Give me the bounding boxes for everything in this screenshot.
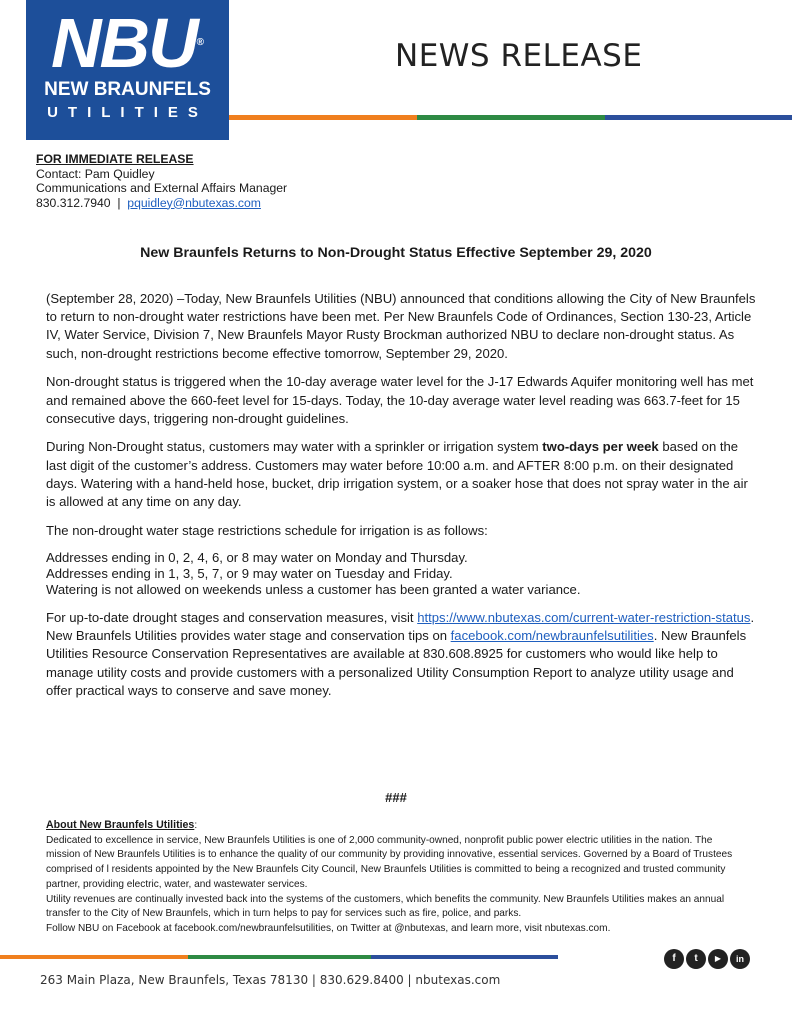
article-body: [46, 290, 756, 710]
page-title: NEWS RELEASE: [395, 38, 643, 74]
youtube-icon[interactable]: ▶: [708, 949, 728, 969]
contact-email-link[interactable]: pquidley@nbutexas.com: [127, 195, 261, 210]
about-heading: About New Braunfels Utilities: [46, 819, 195, 831]
schedule-item: Watering is not allowed on weekends unless a customer has been granted a water variance.: [46, 582, 581, 598]
contact-block: [36, 152, 287, 210]
schedule-list: [46, 550, 756, 598]
separator: |: [117, 195, 121, 210]
paragraph-4: The non-drought water stage restrictions schedule for irrigation is as follows:: [46, 522, 488, 538]
contact-phone-email: [36, 196, 287, 211]
header-stripe-green: [417, 115, 605, 120]
logo-name: NEW BRAUNFELS: [44, 79, 211, 100]
logo-mark: NBU®: [50, 4, 205, 82]
facebook-link[interactable]: facebook.com/newbraunfelsutilities: [450, 628, 654, 644]
end-marker: ###: [385, 790, 407, 805]
footer-address: 263 Main Plaza, New Braunfels, Texas 78130 | 830.629.8400 | nbutexas.com: [40, 973, 501, 987]
contact-role: Communications and External Affairs Manager: [36, 181, 288, 195]
nbu-logo: [26, 0, 229, 140]
header-stripe-orange: [229, 115, 417, 120]
about-colon: :: [194, 820, 198, 831]
footer-stripe-blue: [371, 955, 558, 959]
release-label: FOR IMMEDIATE RELEASE: [36, 152, 194, 166]
footer-stripe-green: [188, 955, 371, 959]
emphasis: two-days per week: [542, 439, 659, 455]
header-stripe-blue: [605, 115, 792, 120]
paragraph-2: Non-drought status is triggered when the 10-day average water level for the J-17 Edwards Aquifer monitoring well has met and remained above the 660-feet level for 15-days. Today, the 10-day average water level reading was 663.7-feet for 15 consecutive days, triggering non-drought guidelines.: [46, 374, 754, 426]
restriction-status-link[interactable]: https://www.nbutexas.com/current-water-restriction-status: [417, 609, 751, 625]
about-text-1: Dedicated to excellence in service, New Braunfels Utilities is one of 2,000 community-owned, nonprofit public power electric utilities in the nation. The mission of New Braunfels Utilities is to enhance the quality of our community by providing innovative, essential services. Governed by a Board of Trustees comprised of l residents appointed by the New Braunfels City Council, New Braunfels Utilities is committed to being a recognized and trusted community partner, providing electric, water, and wastewater services.: [46, 834, 733, 890]
twitter-icon[interactable]: t: [686, 949, 706, 969]
contact-line: Contact: Pam Quidley: [36, 166, 155, 181]
schedule-item: Addresses ending in 0, 2, 4, 6, or 8 may water on Monday and Thursday.: [46, 550, 468, 566]
facebook-icon[interactable]: f: [664, 949, 684, 969]
linkedin-icon[interactable]: in: [730, 949, 750, 969]
contact-phone: 830.312.7940: [36, 195, 111, 210]
paragraph-3: During Non-Drought status, customers may water with a sprinkler or irrigation system two-days per week based on the last digit of the customer’s address. Customers may water before 10:00 a.m. and AFTER 8:00 p.m. on their designated days. Watering with a hand-held hose, bucket, drip irrigation system, or a soaker hose that does not spray water in the air is allowed at any time on any day.: [46, 439, 748, 510]
logo-subtitle: UTILITIES: [47, 104, 208, 121]
about-text-2: Utility revenues are continually invested back into the systems of the customers, which benefits the community. New Braunfels Utilities makes an annual transfer to the City of New Braunfels, which in turn helps to pay for services such as fire, police, and parks.: [46, 893, 725, 920]
headline: New Braunfels Returns to Non-Drought Status Effective September 29, 2020: [140, 245, 652, 261]
registered-mark: ®: [196, 37, 205, 48]
paragraph-1: (September 28, 2020) –Today, New Braunfels Utilities (NBU) announced that conditions allowing the City of New Braunfels to return to non-drought water restrictions have been met. Per New Braunfels Code of Ordinances, Section 130-23, Article IV, Water Service, Division 7, New Braunfels Mayor Rusty Brockman authorized NBU to declare non-drought status. As such, non-drought restrictions become effective tomorrow, September 29, 2020.: [46, 291, 756, 361]
about-section: [46, 818, 746, 937]
paragraph-5: For up-to-date drought stages and conservation measures, visit https://www.nbutexas.com/current-water-restriction-status. New Braunfels Utilities provides water stage and conservation tips on facebook.com/newbraunfelsutilities. New Braunfels Utilities Resource Conservation Representatives are available at 830.608.8925 for customers who would like help to manage utility costs and provide customers with a personalized Utility Consumption Report to analyze utility usage and offer practical ways to conserve and save money.: [46, 609, 755, 698]
schedule-item: Addresses ending in 1, 3, 5, 7, or 9 may water on Tuesday and Friday.: [46, 566, 453, 582]
footer-stripe-orange: [0, 955, 188, 959]
about-text-3: Follow NBU on Facebook at facebook.com/newbraunfelsutilities, on Twitter at @nbutexas, and learn more, visit nbutexas.com.: [46, 922, 611, 934]
